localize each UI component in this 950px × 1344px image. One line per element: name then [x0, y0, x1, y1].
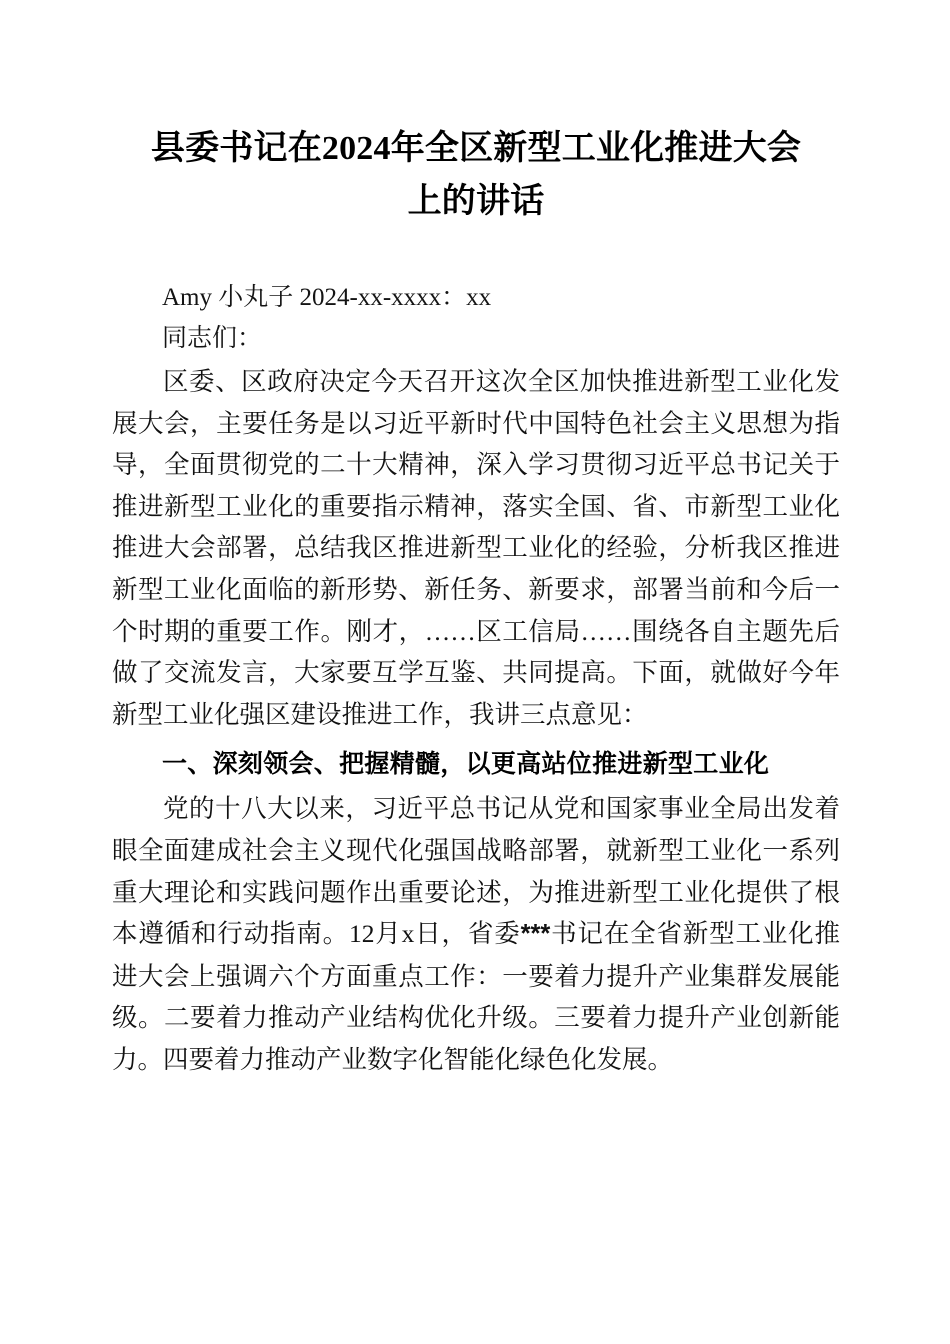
page-title-line-2: 上的讲话: [407, 183, 545, 220]
redacted-name-marker: ***: [520, 920, 551, 949]
page-title: [112, 0, 840, 228]
page-title-line-1: 县委书记在2024年全区新型工业化推进大会: [150, 130, 802, 167]
section-heading-1: 一、深刻领会、把握精髓，以更高站位推进新型工业化: [162, 750, 770, 779]
salutation: 同志们：: [162, 325, 263, 352]
document-text-column: [112, 0, 840, 1344]
paragraph-segment-text: 党的十八大以来，习近平总书记从党和国家事业全局出发着眼全面建成社会主义现代化强国战略部署，就新型工业化一系列重大理论和实践问题作出重要论述，为推进新型工业化提供了根本遵循和行动指南。12月x日，省委: [112, 794, 840, 949]
byline: Amy 小丸子 2024-xx-xxxx：xx: [162, 284, 492, 311]
paragraph-intro: 区委、区政府决定今天召开这次全区加快推进新型工业化发展大会，主要任务是以习近平新时代中国特色社会主义思想为指导，全面贯彻党的二十大精神，深入学习贯彻习近平总书记关于推进新型工业化的重要指示精神，落实全国、省、市新型工业化推进大会部署，总结我区推进新型工业化的经验，分析我区推进新型工业化面临的新形势、新任务、新要求，部署当前和今后一个时期的重要工作。刚才，……区工信局……围绕各自主题先后做了交流发言，大家要互学互鉴、共同提高。下面，就做好今年新型工业化强区建设推进工作，我讲三点意见：: [112, 367, 840, 729]
paragraph-segment-text: 书记在全省新型工业化推进大会上强调六个方面重点工作：一要着力提升产业集群发展能级。二要着力推动产业结构优化升级。三要着力提升产业创新能力。四要着力推动产业数字化智能化绿色化发展。: [112, 919, 840, 1074]
paragraph-section-1: [112, 788, 840, 1080]
